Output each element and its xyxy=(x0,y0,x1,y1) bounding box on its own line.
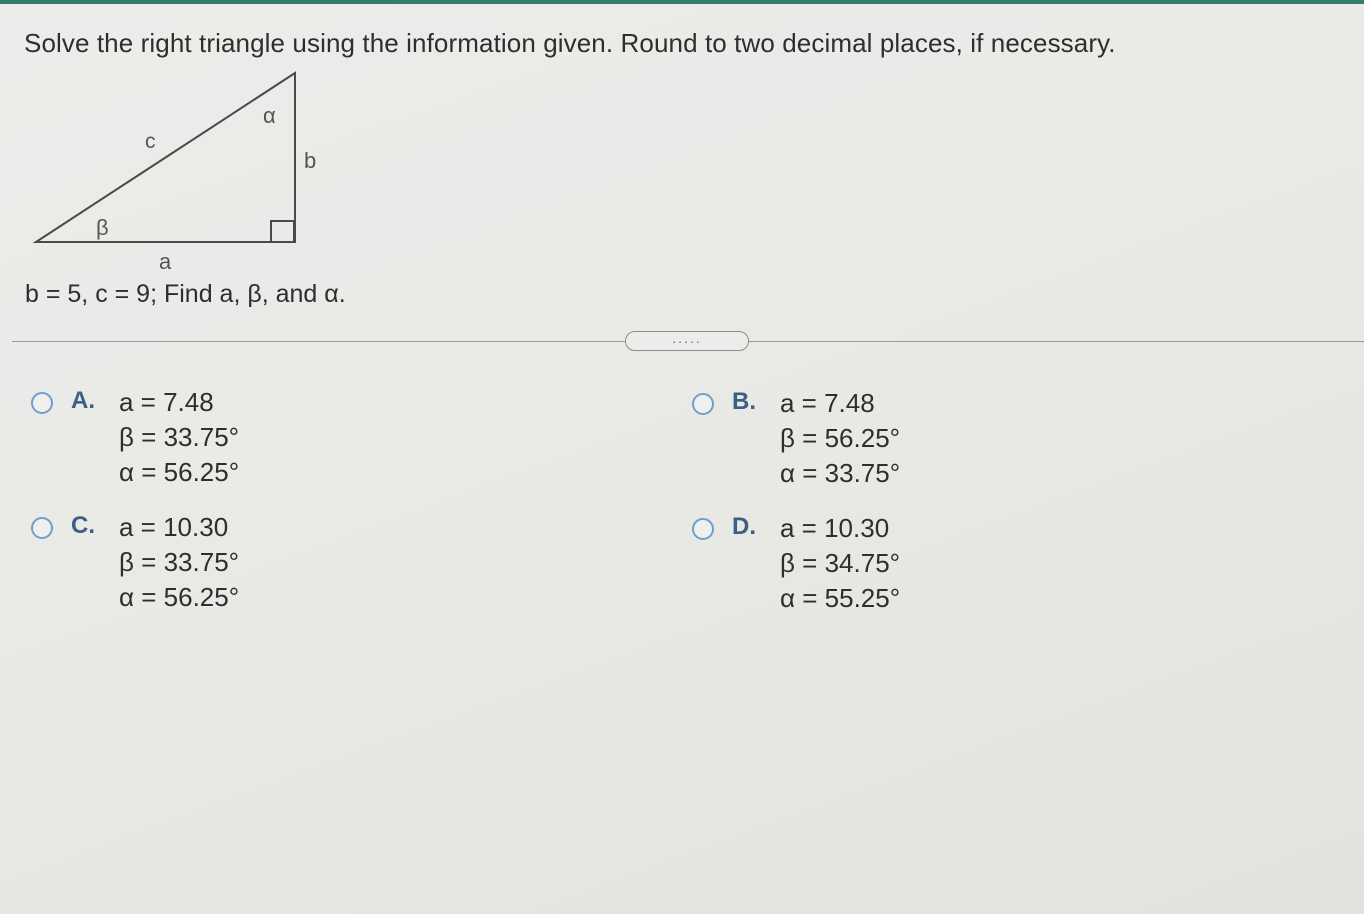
option-beta-angle: β = 33.75° xyxy=(119,547,240,577)
option-a-side: a = 10.30 xyxy=(780,513,890,543)
option-letter: A. xyxy=(71,387,95,414)
option-beta-angle: β = 34.75° xyxy=(780,548,901,578)
option-values xyxy=(780,386,900,491)
radio-button-d[interactable] xyxy=(692,518,714,540)
option-beta-angle: β = 56.25° xyxy=(780,423,901,453)
question-prompt: Solve the right triangle using the information given. Round to two decimal places, if necessary. xyxy=(24,28,1116,58)
top-accent-bar xyxy=(0,0,1364,4)
label-c: c xyxy=(145,130,156,153)
option-alpha-angle: α = 56.25° xyxy=(119,457,240,487)
option-alpha-angle: α = 56.25° xyxy=(119,582,240,612)
option-alpha-angle: α = 55.25° xyxy=(780,583,901,613)
option-letter: C. xyxy=(71,512,95,539)
option-values xyxy=(119,385,239,490)
label-b: b xyxy=(304,148,317,173)
label-a: a xyxy=(159,249,172,274)
option-a-side: a = 7.48 xyxy=(780,388,875,418)
triangle-shape xyxy=(36,73,295,242)
radio-button-c[interactable] xyxy=(31,517,53,539)
option-beta-angle: β = 33.75° xyxy=(119,422,240,452)
right-angle-marker xyxy=(271,221,294,242)
option-alpha-angle: α = 33.75° xyxy=(780,458,901,488)
radio-button-b[interactable] xyxy=(692,393,714,415)
option-values xyxy=(780,511,900,616)
label-alpha: α xyxy=(263,103,276,128)
given-values: b = 5, c = 9; Find a, β, and α. xyxy=(25,280,346,308)
label-beta: β xyxy=(96,215,109,240)
right-triangle-diagram xyxy=(0,60,340,285)
option-a-side: a = 10.30 xyxy=(119,512,229,542)
option-values xyxy=(119,510,239,615)
option-a-side: a = 7.48 xyxy=(119,387,214,417)
expand-handle-button[interactable]: ..... xyxy=(625,331,749,351)
option-letter: B. xyxy=(732,388,756,415)
radio-button-a[interactable] xyxy=(31,392,53,414)
option-letter: D. xyxy=(732,513,756,540)
